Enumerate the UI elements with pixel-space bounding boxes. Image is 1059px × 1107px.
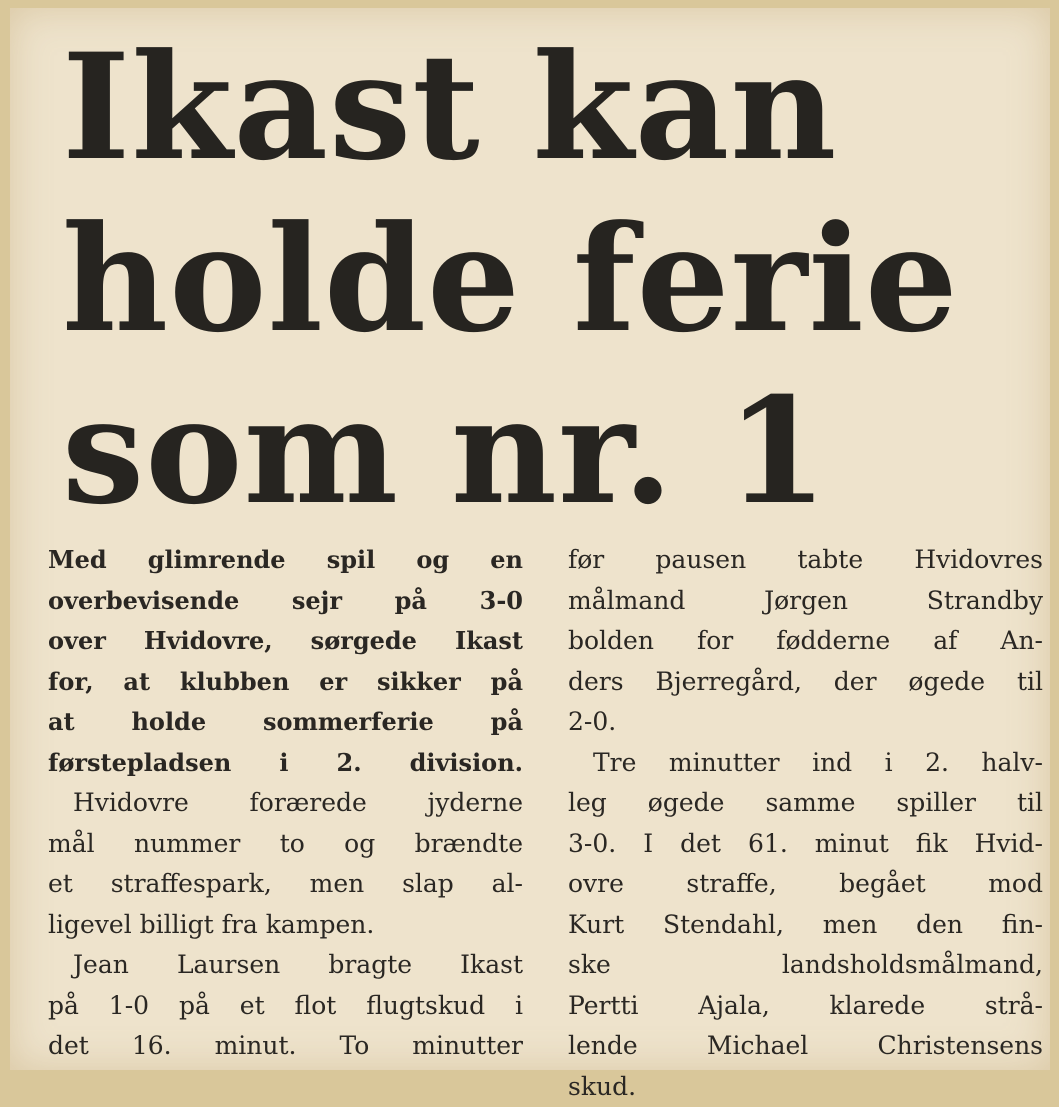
body-line: før pausen tabte Hvidovres xyxy=(568,540,1043,581)
headline-line: holde ferie xyxy=(62,194,842,366)
lead-line: for, at klubben er sikker på xyxy=(48,662,523,703)
body-line: 2-0. xyxy=(568,702,1043,743)
body-line: på 1-0 på et flot flugtskud i xyxy=(48,986,523,1027)
headline-line: Ikast kan xyxy=(62,22,842,194)
body-line: ovre straffe, begået mod xyxy=(568,864,1043,905)
body-line: Hvidovre forærede jyderne xyxy=(48,783,523,824)
body-line: Kurt Stendahl, men den fin- xyxy=(568,905,1043,946)
lead-line: overbevisende sejr på 3-0 xyxy=(48,581,523,622)
body-line: Tre minutter ind i 2. halv- xyxy=(568,743,1043,784)
body-line: leg øgede samme spiller til xyxy=(568,783,1043,824)
body-line: ders Bjerregård, der øgede til xyxy=(568,662,1043,703)
body-line: Jean Laursen bragte Ikast xyxy=(48,945,523,986)
lead-line: at holde sommerferie på xyxy=(48,702,523,743)
body-line: Pertti Ajala, klarede strå- xyxy=(568,986,1043,1027)
lead-line: førstepladsen i 2. division. xyxy=(48,743,523,784)
body-line: målmand Jørgen Strandby xyxy=(568,581,1043,622)
body-line: ske landsholdsmålmand, xyxy=(568,945,1043,986)
body-line: lende Michael Christensens xyxy=(568,1026,1043,1067)
body-line: et straffespark, men slap al- xyxy=(48,864,523,905)
lead-line: Med glimrende spil og en xyxy=(48,540,523,581)
lead-line: over Hvidovre, sørgede Ikast xyxy=(48,621,523,662)
body-line: skud. xyxy=(568,1067,1043,1107)
body-line: ligevel billigt fra kampen. xyxy=(48,905,523,946)
headline-line: som nr. 1 xyxy=(62,366,842,538)
body-line: det 16. minut. To minutter xyxy=(48,1026,523,1067)
body-line: 3-0. I det 61. minut fik Hvid- xyxy=(568,824,1043,865)
article-lead xyxy=(48,540,523,783)
article-column-left xyxy=(48,540,523,1067)
article-column-right xyxy=(568,540,1043,1107)
body-line: mål nummer to og brændte xyxy=(48,824,523,865)
headline xyxy=(62,22,842,538)
body-line: bolden for fødderne af An- xyxy=(568,621,1043,662)
